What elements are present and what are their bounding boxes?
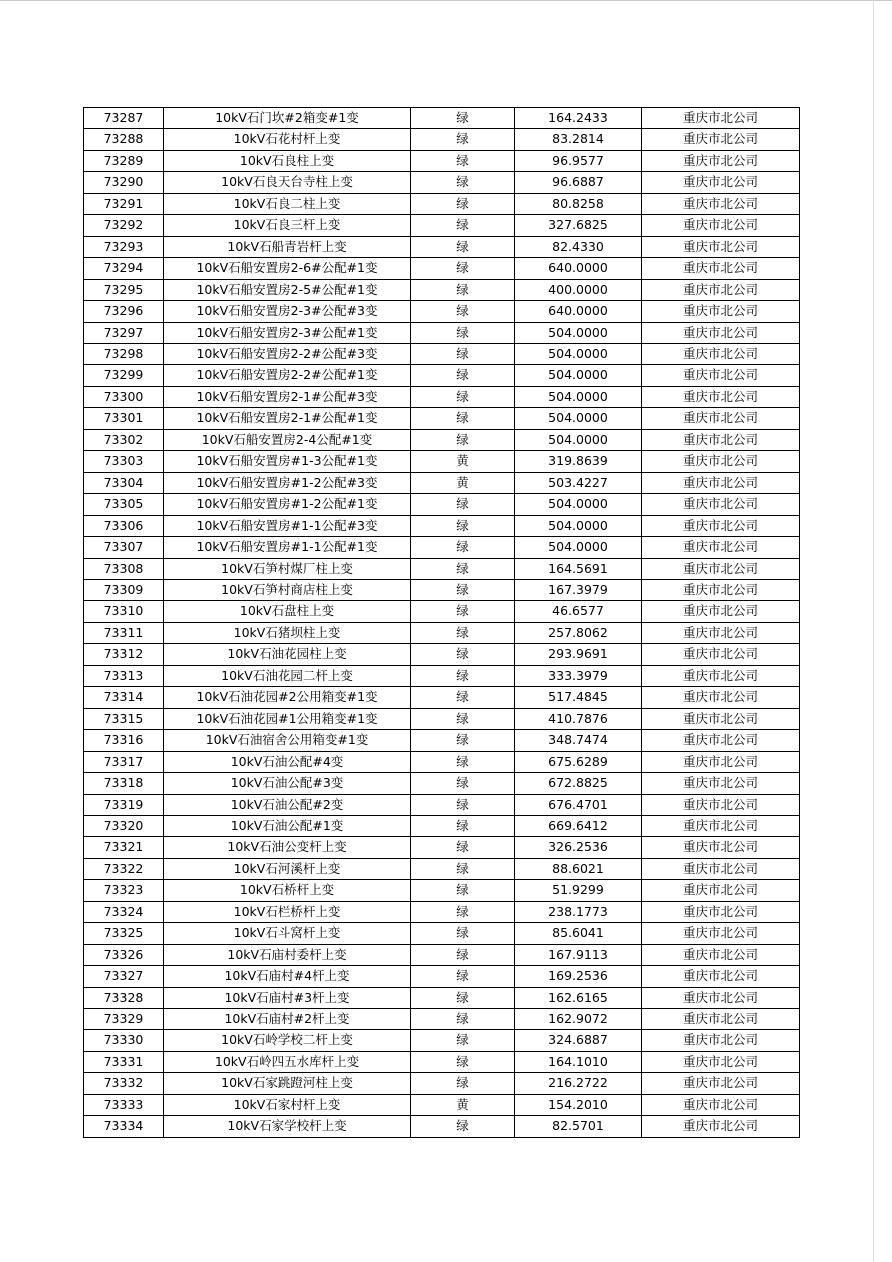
cell-company: 重庆市北公司 [642,622,800,643]
cell-company: 重庆市北公司 [642,1030,800,1051]
cell-company: 重庆市北公司 [642,730,800,751]
cell-id: 73290 [84,172,164,193]
cell-id: 73310 [84,601,164,622]
cell-id: 73297 [84,322,164,343]
cell-company: 重庆市北公司 [642,343,800,364]
cell-id: 73328 [84,987,164,1008]
cell-id: 73315 [84,708,164,729]
cell-id: 73309 [84,579,164,600]
table-row [84,794,800,815]
cell-status: 绿 [411,365,515,386]
cell-id: 73308 [84,558,164,579]
cell-name: 10kV石油花园#2公用箱变#1变 [164,687,411,708]
cell-name: 10kV石桥杆上变 [164,880,411,901]
cell-name: 10kV石盘柱上变 [164,601,411,622]
table-row [84,172,800,193]
table-row [84,279,800,300]
cell-value: 410.7876 [515,708,642,729]
cell-status: 绿 [411,108,515,129]
cell-company: 重庆市北公司 [642,558,800,579]
cell-name: 10kV石笋村煤厂柱上变 [164,558,411,579]
cell-value: 675.6289 [515,751,642,772]
cell-id: 73305 [84,494,164,515]
cell-name: 10kV石庙村委杆上变 [164,944,411,965]
cell-name: 10kV石船安置房#1-1公配#3变 [164,515,411,536]
cell-company: 重庆市北公司 [642,408,800,429]
cell-id: 73314 [84,687,164,708]
cell-status: 绿 [411,236,515,257]
cell-name: 10kV石船安置房2-2#公配#3变 [164,343,411,364]
cell-name: 10kV石油花园二杆上变 [164,665,411,686]
cell-name: 10kV石栏桥杆上变 [164,901,411,922]
cell-name: 10kV石庙村#4杆上变 [164,966,411,987]
cell-name: 10kV石门坎#2箱变#1变 [164,108,411,129]
page-right-edge-line [873,0,874,1262]
cell-value: 293.9691 [515,644,642,665]
table-row [84,258,800,279]
cell-id: 73329 [84,1009,164,1030]
cell-id: 73318 [84,773,164,794]
cell-company: 重庆市北公司 [642,1009,800,1030]
table-row [84,215,800,236]
table-row [84,987,800,1008]
cell-name: 10kV石油公配#1变 [164,815,411,836]
cell-name: 10kV石船安置房2-5#公配#1变 [164,279,411,300]
cell-value: 164.2433 [515,108,642,129]
table-row [84,601,800,622]
cell-company: 重庆市北公司 [642,579,800,600]
cell-id: 73287 [84,108,164,129]
cell-id: 73325 [84,923,164,944]
cell-status: 绿 [411,751,515,772]
cell-company: 重庆市北公司 [642,665,800,686]
cell-value: 504.0000 [515,343,642,364]
cell-status: 绿 [411,987,515,1008]
table-row [84,1009,800,1030]
table-row [84,665,800,686]
cell-company: 重庆市北公司 [642,108,800,129]
table-row [84,773,800,794]
cell-value: 46.6577 [515,601,642,622]
cell-id: 73332 [84,1073,164,1094]
table-row [84,579,800,600]
cell-id: 73298 [84,343,164,364]
cell-company: 重庆市北公司 [642,386,800,407]
table-row [84,1051,800,1072]
table-row [84,301,800,322]
cell-value: 640.0000 [515,301,642,322]
cell-name: 10kV石家村杆上变 [164,1094,411,1115]
table-row [84,622,800,643]
cell-id: 73294 [84,258,164,279]
cell-value: 164.5691 [515,558,642,579]
cell-value: 162.9072 [515,1009,642,1030]
table-row [84,815,800,836]
cell-status: 绿 [411,537,515,558]
table-row [84,429,800,450]
cell-value: 503.4227 [515,472,642,493]
table-row [84,322,800,343]
cell-value: 80.8258 [515,193,642,214]
cell-status: 绿 [411,622,515,643]
cell-company: 重庆市北公司 [642,129,800,150]
cell-name: 10kV石油宿舍公用箱变#1变 [164,730,411,751]
cell-company: 重庆市北公司 [642,1094,800,1115]
cell-name: 10kV石船青岩杆上变 [164,236,411,257]
cell-id: 73289 [84,150,164,171]
cell-id: 73296 [84,301,164,322]
table-row [84,472,800,493]
cell-status: 绿 [411,944,515,965]
table-row [84,644,800,665]
cell-status: 绿 [411,687,515,708]
cell-value: 154.2010 [515,1094,642,1115]
cell-status: 绿 [411,837,515,858]
cell-value: 348.7474 [515,730,642,751]
cell-id: 73311 [84,622,164,643]
cell-value: 88.6021 [515,858,642,879]
table-row [84,150,800,171]
cell-value: 672.8825 [515,773,642,794]
cell-status: 绿 [411,322,515,343]
cell-id: 73323 [84,880,164,901]
cell-status: 绿 [411,408,515,429]
cell-name: 10kV石庙村#2杆上变 [164,1009,411,1030]
cell-status: 绿 [411,601,515,622]
cell-value: 216.2722 [515,1073,642,1094]
cell-company: 重庆市北公司 [642,1073,800,1094]
cell-id: 73331 [84,1051,164,1072]
cell-status: 绿 [411,708,515,729]
cell-status: 绿 [411,1009,515,1030]
cell-value: 504.0000 [515,494,642,515]
cell-name: 10kV石岭学校二杆上变 [164,1030,411,1051]
table-row [84,408,800,429]
cell-status: 绿 [411,301,515,322]
cell-company: 重庆市北公司 [642,279,800,300]
cell-id: 73307 [84,537,164,558]
cell-value: 319.8639 [515,451,642,472]
cell-name: 10kV石油公变杆上变 [164,837,411,858]
cell-company: 重庆市北公司 [642,172,800,193]
table-row [84,451,800,472]
cell-status: 绿 [411,880,515,901]
table-row [84,944,800,965]
cell-name: 10kV石河溪杆上变 [164,858,411,879]
cell-company: 重庆市北公司 [642,837,800,858]
cell-name: 10kV石花村杆上变 [164,129,411,150]
cell-value: 82.5701 [515,1116,642,1137]
cell-value: 96.9577 [515,150,642,171]
cell-value: 83.2814 [515,129,642,150]
cell-company: 重庆市北公司 [642,150,800,171]
cell-status: 绿 [411,558,515,579]
cell-value: 51.9299 [515,880,642,901]
cell-status: 绿 [411,579,515,600]
cell-id: 73291 [84,193,164,214]
cell-name: 10kV石船安置房2-3#公配#3变 [164,301,411,322]
cell-value: 82.4330 [515,236,642,257]
cell-status: 绿 [411,1030,515,1051]
cell-id: 73320 [84,815,164,836]
table-row [84,923,800,944]
table-row [84,708,800,729]
cell-company: 重庆市北公司 [642,215,800,236]
cell-company: 重庆市北公司 [642,987,800,1008]
cell-id: 73317 [84,751,164,772]
cell-value: 257.8062 [515,622,642,643]
cell-company: 重庆市北公司 [642,1051,800,1072]
cell-status: 绿 [411,343,515,364]
cell-status: 绿 [411,193,515,214]
cell-name: 10kV石船安置房2-1#公配#1变 [164,408,411,429]
table-row [84,129,800,150]
cell-company: 重庆市北公司 [642,258,800,279]
cell-name: 10kV石船安置房#1-1公配#1变 [164,537,411,558]
cell-id: 73312 [84,644,164,665]
cell-company: 重庆市北公司 [642,644,800,665]
cell-status: 绿 [411,429,515,450]
cell-status: 绿 [411,858,515,879]
cell-id: 73334 [84,1116,164,1137]
cell-value: 504.0000 [515,515,642,536]
table-row [84,236,800,257]
cell-company: 重庆市北公司 [642,751,800,772]
table-row [84,901,800,922]
table-row [84,1094,800,1115]
table-row [84,687,800,708]
cell-value: 169.2536 [515,966,642,987]
cell-id: 73306 [84,515,164,536]
transformer-table-body [84,108,800,1138]
cell-id: 73319 [84,794,164,815]
cell-name: 10kV石岭四五水库杆上变 [164,1051,411,1072]
cell-value: 327.6825 [515,215,642,236]
cell-value: 326.2536 [515,837,642,858]
cell-status: 绿 [411,129,515,150]
cell-value: 333.3979 [515,665,642,686]
cell-value: 676.4701 [515,794,642,815]
cell-status: 绿 [411,279,515,300]
cell-id: 73326 [84,944,164,965]
cell-company: 重庆市北公司 [642,880,800,901]
cell-value: 669.6412 [515,815,642,836]
cell-value: 167.3979 [515,579,642,600]
cell-name: 10kV石笋村商店柱上变 [164,579,411,600]
table-row [84,858,800,879]
cell-company: 重庆市北公司 [642,601,800,622]
cell-value: 504.0000 [515,429,642,450]
cell-company: 重庆市北公司 [642,815,800,836]
transformer-table [83,107,800,1138]
cell-company: 重庆市北公司 [642,301,800,322]
cell-company: 重庆市北公司 [642,708,800,729]
cell-id: 73303 [84,451,164,472]
cell-name: 10kV石船安置房2-4公配#1变 [164,429,411,450]
table-row [84,880,800,901]
table-row [84,386,800,407]
table-row [84,537,800,558]
cell-id: 73324 [84,901,164,922]
cell-id: 73321 [84,837,164,858]
cell-name: 10kV石船安置房#1-3公配#1变 [164,451,411,472]
cell-id: 73330 [84,1030,164,1051]
cell-id: 73301 [84,408,164,429]
cell-company: 重庆市北公司 [642,429,800,450]
cell-name: 10kV石油公配#3变 [164,773,411,794]
cell-company: 重庆市北公司 [642,944,800,965]
table-row [84,515,800,536]
cell-company: 重庆市北公司 [642,901,800,922]
cell-name: 10kV石家跳蹬河柱上变 [164,1073,411,1094]
cell-name: 10kV石船安置房#1-2公配#3变 [164,472,411,493]
cell-value: 504.0000 [515,365,642,386]
cell-company: 重庆市北公司 [642,1116,800,1137]
cell-status: 绿 [411,150,515,171]
cell-name: 10kV石船安置房#1-2公配#1变 [164,494,411,515]
cell-status: 绿 [411,386,515,407]
cell-name: 10kV石庙村#3杆上变 [164,987,411,1008]
cell-name: 10kV石油花园#1公用箱变#1变 [164,708,411,729]
cell-name: 10kV石良天台寺柱上变 [164,172,411,193]
cell-status: 绿 [411,966,515,987]
cell-id: 73293 [84,236,164,257]
cell-name: 10kV石良二柱上变 [164,193,411,214]
table-row [84,1030,800,1051]
cell-company: 重庆市北公司 [642,773,800,794]
cell-value: 504.0000 [515,322,642,343]
cell-id: 73299 [84,365,164,386]
cell-company: 重庆市北公司 [642,923,800,944]
cell-name: 10kV石船安置房2-6#公配#1变 [164,258,411,279]
cell-value: 517.4845 [515,687,642,708]
cell-id: 73316 [84,730,164,751]
table-row [84,966,800,987]
cell-id: 73304 [84,472,164,493]
table-row [84,494,800,515]
cell-id: 73327 [84,966,164,987]
cell-company: 重庆市北公司 [642,322,800,343]
cell-value: 400.0000 [515,279,642,300]
cell-value: 162.6165 [515,987,642,1008]
cell-status: 绿 [411,901,515,922]
cell-status: 绿 [411,794,515,815]
cell-id: 73295 [84,279,164,300]
table-row [84,343,800,364]
cell-value: 167.9113 [515,944,642,965]
cell-status: 绿 [411,644,515,665]
cell-id: 73300 [84,386,164,407]
cell-status: 绿 [411,1116,515,1137]
cell-name: 10kV石油公配#2变 [164,794,411,815]
cell-name: 10kV石良柱上变 [164,150,411,171]
cell-id: 73292 [84,215,164,236]
cell-status: 绿 [411,494,515,515]
cell-company: 重庆市北公司 [642,687,800,708]
cell-status: 黄 [411,451,515,472]
cell-company: 重庆市北公司 [642,494,800,515]
table-row [84,1116,800,1137]
cell-value: 640.0000 [515,258,642,279]
cell-company: 重庆市北公司 [642,193,800,214]
cell-status: 绿 [411,665,515,686]
cell-company: 重庆市北公司 [642,537,800,558]
cell-name: 10kV石猪坝柱上变 [164,622,411,643]
cell-id: 73288 [84,129,164,150]
table-row [84,108,800,129]
cell-status: 绿 [411,215,515,236]
cell-status: 绿 [411,515,515,536]
cell-value: 96.6887 [515,172,642,193]
table-row [84,193,800,214]
cell-status: 黄 [411,1094,515,1115]
cell-company: 重庆市北公司 [642,472,800,493]
cell-value: 85.6041 [515,923,642,944]
cell-id: 73313 [84,665,164,686]
cell-name: 10kV石船安置房2-2#公配#1变 [164,365,411,386]
page-top-edge-line [0,0,892,1]
table-row [84,837,800,858]
cell-name: 10kV石船安置房2-1#公配#3变 [164,386,411,407]
table-row [84,365,800,386]
cell-value: 504.0000 [515,408,642,429]
cell-status: 绿 [411,258,515,279]
table-row [84,558,800,579]
cell-status: 绿 [411,923,515,944]
cell-name: 10kV石斗窝杆上变 [164,923,411,944]
cell-company: 重庆市北公司 [642,515,800,536]
cell-value: 504.0000 [515,386,642,407]
cell-status: 黄 [411,472,515,493]
cell-company: 重庆市北公司 [642,794,800,815]
cell-value: 324.6887 [515,1030,642,1051]
cell-company: 重庆市北公司 [642,966,800,987]
cell-company: 重庆市北公司 [642,365,800,386]
cell-value: 504.0000 [515,537,642,558]
cell-status: 绿 [411,773,515,794]
cell-name: 10kV石船安置房2-3#公配#1变 [164,322,411,343]
table-row [84,1073,800,1094]
cell-name: 10kV石油花园柱上变 [164,644,411,665]
cell-id: 73322 [84,858,164,879]
cell-status: 绿 [411,1073,515,1094]
cell-name: 10kV石油公配#4变 [164,751,411,772]
cell-name: 10kV石家学校杆上变 [164,1116,411,1137]
cell-company: 重庆市北公司 [642,236,800,257]
cell-value: 164.1010 [515,1051,642,1072]
cell-id: 73302 [84,429,164,450]
cell-company: 重庆市北公司 [642,451,800,472]
cell-company: 重庆市北公司 [642,858,800,879]
cell-value: 238.1773 [515,901,642,922]
cell-status: 绿 [411,730,515,751]
cell-status: 绿 [411,1051,515,1072]
cell-name: 10kV石良三杆上变 [164,215,411,236]
cell-status: 绿 [411,172,515,193]
table-row [84,730,800,751]
table-row [84,751,800,772]
cell-status: 绿 [411,815,515,836]
cell-id: 73333 [84,1094,164,1115]
